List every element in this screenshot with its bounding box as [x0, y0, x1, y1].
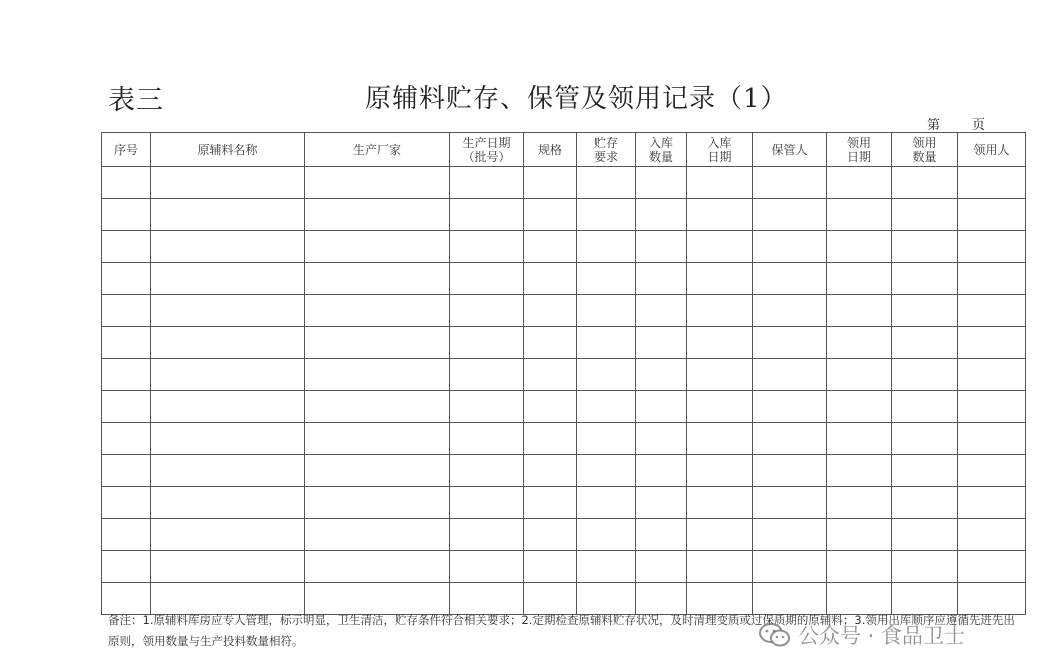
table-cell[interactable] — [450, 295, 524, 327]
table-cell[interactable] — [687, 455, 753, 487]
table-cell[interactable] — [827, 167, 892, 199]
table-cell[interactable] — [958, 295, 1026, 327]
column-header: 序号 — [102, 133, 151, 167]
table-cell[interactable] — [687, 519, 753, 551]
table-cell[interactable] — [305, 295, 450, 327]
table-cell[interactable] — [577, 519, 636, 551]
table-cell[interactable] — [892, 487, 958, 519]
table-row — [102, 391, 1026, 423]
table-cell[interactable] — [305, 487, 450, 519]
column-header: 规格 — [524, 133, 577, 167]
table-cell[interactable] — [958, 231, 1026, 263]
table-cell[interactable] — [305, 199, 450, 231]
table-cell[interactable] — [636, 231, 687, 263]
table-row — [102, 423, 1026, 455]
table-cell[interactable] — [827, 359, 892, 391]
table-cell[interactable] — [753, 327, 827, 359]
table-body — [102, 167, 1026, 615]
table-cell[interactable] — [958, 359, 1026, 391]
table-cell[interactable] — [102, 551, 151, 583]
table-cell[interactable] — [753, 295, 827, 327]
table-cell[interactable] — [636, 519, 687, 551]
table-cell[interactable] — [151, 327, 305, 359]
table-cell[interactable] — [687, 199, 753, 231]
table-cell[interactable] — [636, 295, 687, 327]
table-cell[interactable] — [753, 359, 827, 391]
table-cell[interactable] — [687, 359, 753, 391]
page-number — [927, 114, 987, 133]
column-header: 保管人 — [753, 133, 827, 167]
table-cell[interactable] — [958, 199, 1026, 231]
table-cell[interactable] — [151, 519, 305, 551]
table-cell[interactable] — [102, 391, 151, 423]
watermark — [758, 620, 965, 650]
table-cell[interactable] — [524, 327, 577, 359]
table-cell[interactable] — [827, 519, 892, 551]
table-cell[interactable] — [450, 487, 524, 519]
table-row — [102, 519, 1026, 551]
table-cell[interactable] — [687, 231, 753, 263]
table-cell[interactable] — [753, 167, 827, 199]
table-cell[interactable] — [151, 199, 305, 231]
table-cell[interactable] — [753, 391, 827, 423]
table-cell[interactable] — [524, 487, 577, 519]
table-cell[interactable] — [687, 551, 753, 583]
table-row — [102, 327, 1026, 359]
table-cell[interactable] — [892, 167, 958, 199]
table-cell[interactable] — [958, 455, 1026, 487]
table-cell[interactable] — [102, 455, 151, 487]
table-cell[interactable] — [151, 295, 305, 327]
table-cell[interactable] — [827, 391, 892, 423]
table-cell[interactable] — [577, 263, 636, 295]
table-cell[interactable] — [892, 263, 958, 295]
table-cell[interactable] — [753, 455, 827, 487]
table-cell[interactable] — [958, 391, 1026, 423]
table-cell[interactable] — [687, 327, 753, 359]
table-cell[interactable] — [450, 231, 524, 263]
table-cell[interactable] — [958, 263, 1026, 295]
table-cell[interactable] — [892, 455, 958, 487]
table-cell[interactable] — [892, 327, 958, 359]
table-cell[interactable] — [450, 551, 524, 583]
column-header: 原辅料名称 — [151, 133, 305, 167]
table-cell[interactable] — [102, 295, 151, 327]
table-row — [102, 359, 1026, 391]
table-cell[interactable] — [524, 295, 577, 327]
table-cell[interactable] — [102, 327, 151, 359]
table-cell[interactable] — [524, 455, 577, 487]
table-cell[interactable] — [636, 455, 687, 487]
table-cell[interactable] — [636, 487, 687, 519]
table-cell[interactable] — [524, 231, 577, 263]
table-cell[interactable] — [636, 199, 687, 231]
table-cell[interactable] — [827, 327, 892, 359]
table-cell[interactable] — [892, 391, 958, 423]
column-header: 领用 日期 — [827, 133, 892, 167]
table-cell[interactable] — [958, 423, 1026, 455]
table-cell[interactable] — [151, 359, 305, 391]
table-cell[interactable] — [524, 263, 577, 295]
table-cell[interactable] — [524, 359, 577, 391]
table-row — [102, 199, 1026, 231]
table-cell[interactable] — [687, 167, 753, 199]
table-cell[interactable] — [577, 231, 636, 263]
table-row — [102, 263, 1026, 295]
table-cell[interactable] — [687, 423, 753, 455]
table-cell[interactable] — [687, 295, 753, 327]
table-row — [102, 455, 1026, 487]
table-cell[interactable] — [958, 519, 1026, 551]
table-cell[interactable] — [577, 423, 636, 455]
table-cell[interactable] — [524, 391, 577, 423]
table-cell[interactable] — [892, 423, 958, 455]
table-cell[interactable] — [687, 487, 753, 519]
table-cell[interactable] — [102, 167, 151, 199]
table-row — [102, 231, 1026, 263]
table-label: 表三 — [108, 85, 164, 116]
table-cell[interactable] — [577, 327, 636, 359]
page-title: 原辅料贮存、保管及领用记录（1） — [365, 84, 788, 114]
table-cell[interactable] — [151, 391, 305, 423]
table-cell[interactable] — [305, 327, 450, 359]
table-cell[interactable] — [827, 231, 892, 263]
table-cell[interactable] — [958, 487, 1026, 519]
table-cell[interactable] — [687, 263, 753, 295]
notes: 备注：1.原辅料库房应专人管理，标示明显，卫生清洁，贮存条件符合相关要求；2.定期检查原辅料贮存状况，及时清理变质或过保质期的原辅料；3.领用出库顺序应遵循先进先出原则，领用数量与生产投料数量相符。 — [108, 613, 1015, 648]
table-cell[interactable] — [577, 199, 636, 231]
table-cell[interactable] — [753, 231, 827, 263]
table-cell[interactable] — [102, 359, 151, 391]
table-cell[interactable] — [305, 359, 450, 391]
table-cell[interactable] — [450, 167, 524, 199]
table-cell[interactable] — [636, 263, 687, 295]
table-cell[interactable] — [305, 423, 450, 455]
table-header-row — [102, 133, 1026, 167]
table-cell[interactable] — [636, 391, 687, 423]
column-header: 生产日期 （批号） — [450, 133, 524, 167]
table-cell[interactable] — [577, 359, 636, 391]
table-cell[interactable] — [151, 167, 305, 199]
table-cell[interactable] — [827, 551, 892, 583]
table-cell[interactable] — [958, 327, 1026, 359]
table-cell[interactable] — [636, 423, 687, 455]
table-cell[interactable] — [577, 295, 636, 327]
column-header: 领用人 — [958, 133, 1026, 167]
wechat-icon — [758, 622, 792, 648]
table-cell[interactable] — [892, 231, 958, 263]
table-cell[interactable] — [958, 551, 1026, 583]
table-row — [102, 551, 1026, 583]
table-cell[interactable] — [450, 519, 524, 551]
table-cell[interactable] — [827, 263, 892, 295]
table-cell[interactable] — [636, 167, 687, 199]
table-cell[interactable] — [636, 551, 687, 583]
table-cell[interactable] — [892, 519, 958, 551]
table-cell[interactable] — [753, 551, 827, 583]
table-cell[interactable] — [151, 231, 305, 263]
table-cell[interactable] — [753, 263, 827, 295]
table-cell[interactable] — [450, 423, 524, 455]
table-cell[interactable] — [827, 199, 892, 231]
table-cell[interactable] — [892, 199, 958, 231]
table-cell[interactable] — [827, 423, 892, 455]
table-cell[interactable] — [687, 391, 753, 423]
table-cell[interactable] — [305, 455, 450, 487]
page-prefix: 第 — [927, 118, 943, 133]
table-cell[interactable] — [524, 519, 577, 551]
table-cell[interactable] — [305, 167, 450, 199]
table-cell[interactable] — [524, 551, 577, 583]
table-cell[interactable] — [577, 167, 636, 199]
table-cell[interactable] — [524, 423, 577, 455]
page-suffix: 页 — [972, 118, 988, 133]
table-cell[interactable] — [636, 359, 687, 391]
table-cell[interactable] — [753, 519, 827, 551]
table-cell[interactable] — [102, 487, 151, 519]
table-cell[interactable] — [305, 391, 450, 423]
column-header: 生产厂家 — [305, 133, 450, 167]
table-cell[interactable] — [102, 231, 151, 263]
table-cell[interactable] — [753, 487, 827, 519]
table-cell[interactable] — [577, 391, 636, 423]
table-cell[interactable] — [102, 519, 151, 551]
table-cell[interactable] — [102, 263, 151, 295]
table-cell[interactable] — [450, 327, 524, 359]
table-row — [102, 295, 1026, 327]
table-cell[interactable] — [450, 359, 524, 391]
column-header: 入库 数量 — [636, 133, 687, 167]
table-cell[interactable] — [958, 167, 1026, 199]
table-cell[interactable] — [102, 423, 151, 455]
table-cell[interactable] — [450, 263, 524, 295]
table-cell[interactable] — [753, 199, 827, 231]
table-cell[interactable] — [577, 455, 636, 487]
table-cell[interactable] — [524, 167, 577, 199]
table-cell[interactable] — [305, 519, 450, 551]
table-cell[interactable] — [636, 327, 687, 359]
table-cell[interactable] — [450, 455, 524, 487]
table-cell[interactable] — [305, 551, 450, 583]
record-table — [101, 132, 1026, 615]
table-cell[interactable] — [151, 455, 305, 487]
table-cell[interactable] — [450, 391, 524, 423]
table-cell[interactable] — [753, 423, 827, 455]
table-cell[interactable] — [892, 551, 958, 583]
table-cell[interactable] — [827, 487, 892, 519]
table-cell[interactable] — [524, 199, 577, 231]
table-cell[interactable] — [102, 199, 151, 231]
table-cell[interactable] — [577, 551, 636, 583]
table-cell[interactable] — [892, 359, 958, 391]
table-cell[interactable] — [827, 455, 892, 487]
table-cell[interactable] — [151, 551, 305, 583]
table-cell[interactable] — [151, 263, 305, 295]
column-header: 贮存 要求 — [577, 133, 636, 167]
table-cell[interactable] — [305, 231, 450, 263]
table-row — [102, 487, 1026, 519]
table-cell[interactable] — [151, 423, 305, 455]
table-cell[interactable] — [577, 487, 636, 519]
table-cell[interactable] — [827, 295, 892, 327]
table-cell[interactable] — [892, 295, 958, 327]
table-cell[interactable] — [305, 263, 450, 295]
watermark-text: 公众号 · 食品卫士 — [798, 624, 966, 648]
column-header: 入库 日期 — [687, 133, 753, 167]
column-header: 领用 数量 — [892, 133, 958, 167]
table-cell[interactable] — [450, 199, 524, 231]
table-row — [102, 167, 1026, 199]
table-cell[interactable] — [151, 487, 305, 519]
